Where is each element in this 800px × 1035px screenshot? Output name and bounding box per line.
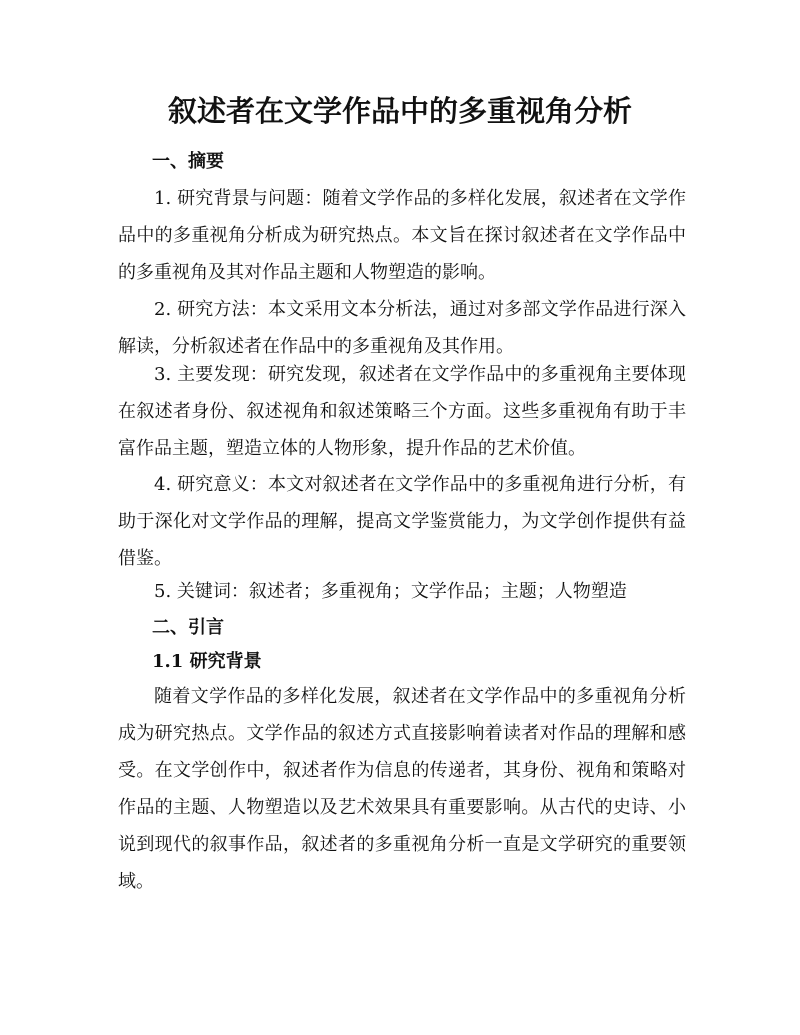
abstract-paragraph-findings: 3. 主要发现：研究发现，叙述者在文学作品中的多重视角主要体现在叙述者身份、叙述视角和叙述策略三个方面。这些多重视角有助于丰富作品主题，塑造立体的人物形象，提升作品的艺术价值。 [118, 364, 686, 459]
introduction-paragraph: 随着文学作品的多样化发展，叙述者在文学作品中的多重视角分析成为研究热点。文学作品的叙述方式直接影响着读者对作品的理解和感受。在文学创作中，叙述者作为信息的传递者，其身份、视角和策略对作品的主题、人物塑造以及艺术效果具有重要影响。从古代的史诗、小说到现代的叙事作品，叙述者的多重视角分析一直是文学研究的重要领域。 [118, 686, 686, 892]
abstract-paragraph-method: 2. 研究方法：本文采用文本分析法，通过对多部文学作品进行深入解读，分析叙述者在作品中的多重视角及其作用。 [118, 299, 686, 357]
section-heading-abstract: 一、摘要 [152, 151, 224, 172]
abstract-paragraph-keywords: 5. 关键词：叙述者；多重视角；文学作品；主题；人物塑造 [154, 581, 627, 602]
abstract-paragraph-significance: 4. 研究意义：本文对叙述者在文学作品中的多重视角进行分析，有助于深化对文学作品的理解，提高文学鉴赏能力，为文学创作提供有益借鉴。 [118, 474, 686, 569]
abstract-paragraph-background: 1. 研究背景与问题：随着文学作品的多样化发展，叙述者在文学作品中的多重视角分析成为研究热点。本文旨在探讨叙述者在文学作品中的多重视角及其对作品主题和人物塑造的影响。 [118, 188, 686, 283]
section-heading-introduction: 二、引言 [152, 617, 224, 638]
document-title: 叙述者在文学作品中的多重视角分析 [167, 94, 632, 128]
subsection-heading-research-background: 1.1 研究背景 [152, 651, 262, 672]
